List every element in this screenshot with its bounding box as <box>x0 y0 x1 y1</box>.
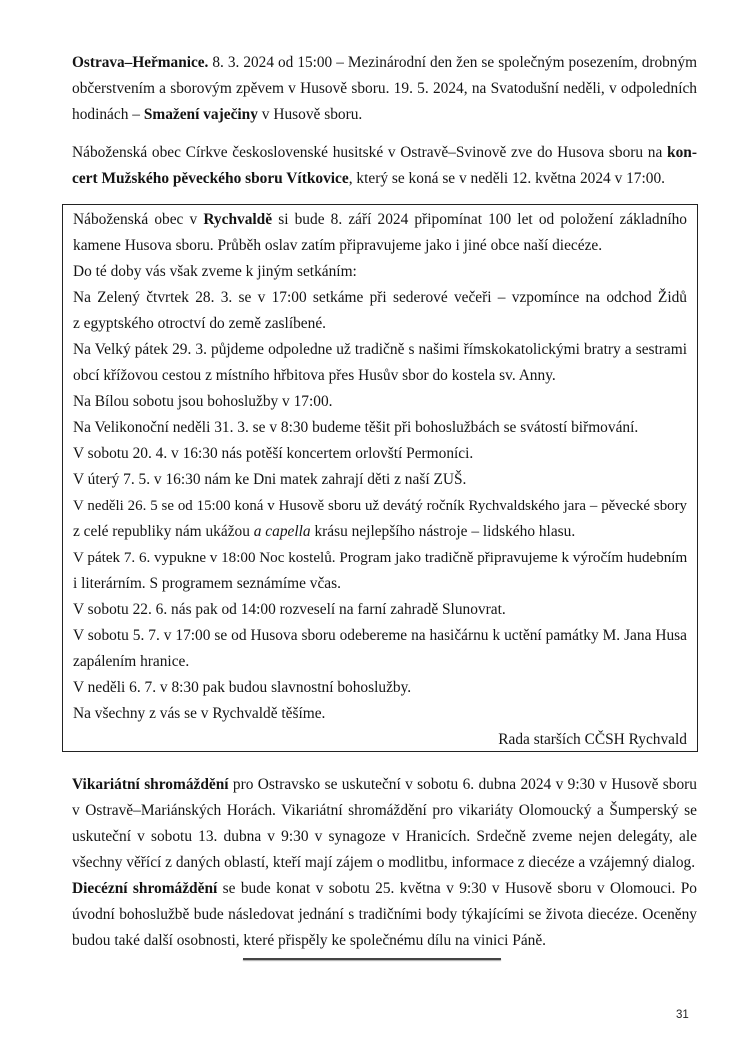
text-line: V sobotu 20. 4. v 16:30 nás potěší koncertem orlovští Permoníci. <box>73 445 474 462</box>
text-line: z celé republiky nám ukážou a capella krásu nejlepšího nástroje – lidského hlasu. <box>73 523 576 540</box>
rychvald-announcement-box <box>62 204 698 752</box>
text-line: i literárním. S programem seznámíme včas. <box>73 575 341 592</box>
text-line: obcí křížovou cestou z místního hřbitova přes Husův sbor do kostela sv. Anny. <box>73 367 556 384</box>
page-number: 31 <box>676 1009 689 1021</box>
text-line: Do té doby vás však zveme k jiným setkáním: <box>73 263 357 280</box>
text-line: Na všechny z vás se v Rychvaldě těšíme. <box>73 705 326 722</box>
text-line: Na Bílou sobotu jsou bohoslužby v 17:00. <box>73 393 333 410</box>
text-line: V neděli 6. 7. v 8:30 pak budou slavnostní bohoslužby. <box>73 679 412 696</box>
text-line: Na Velikonoční neděli 31. 3. se v 8:30 budeme těšit při bohoslužbách se svátostí biřmování. <box>73 419 639 436</box>
paragraph-vicariate-assembly <box>72 772 697 876</box>
text-line: kamene Husova sboru. Průběh oslav zatím připravujeme jako i jiné obce naší diecéze. <box>73 237 603 254</box>
divider-rule <box>243 958 501 960</box>
text-line: hodinách – Smažení vaječiny v Husově sboru. <box>72 106 363 123</box>
event-name: Diecézní shromáždění <box>72 880 218 897</box>
text-line: V úterý 7. 5. v 16:30 nám ke Dni matek zahrají děti z naší ZUŠ. <box>73 471 467 488</box>
paragraph-diocesan-assembly <box>72 876 697 954</box>
signature: Rada starších CČSH Rychvald <box>498 731 687 748</box>
text-line: zapálením hranice. <box>73 653 190 670</box>
event-name: cert Mužského pěveckého sboru Vítkovice <box>72 170 349 187</box>
event-name: Vikariátní shromáždění <box>72 776 229 793</box>
text-line: V sobotu 22. 6. nás pak od 14:00 rozveselí na farní zahradě Slunovrat. <box>73 601 506 618</box>
text-line: budou také další osobnosti, které přispěly ke společnému dílu na vinici Páně. <box>72 932 547 949</box>
text-line: všechny věřící z daných oblastí, kteří mají zájem o modlitbu, informace z diecéze a vzájemný dialog. <box>72 854 696 871</box>
event-name: Smažení vaječiny <box>143 106 258 123</box>
text-line: cert Mužského pěveckého sboru Vítkovice, který se koná se v neděli 12. května 2024 v 17:00. <box>72 170 666 187</box>
text-line: Diecézní shromáždění se bude konat v sobotu 25. května v 9:30 v Husově sboru v Olomouci. Po <box>72 880 697 897</box>
text-line: Na Velký pátek 29. 3. půjdeme odpoledne už tradičně s našimi římskokatolickými bratry a sestrami <box>73 341 687 358</box>
place-heading: Ostrava–Heřmanice. <box>72 54 209 71</box>
text-line: Na Zelený čtvrtek 28. 3. se v 17:00 setkáme při sederové večeři – vzpomínce na odchod Židů <box>73 289 687 306</box>
text-line: uskuteční v sobotu 13. dubna v 9:30 v synagoze v Hranicích. Srdečně zveme nejen delegáty, ale <box>72 828 697 845</box>
text-line: V neděli 26. 5 se od 15:00 koná v Husově sboru už devátý ročník Rychvaldského jara – pěvecké sbory <box>73 498 687 514</box>
text-line: V sobotu 5. 7. v 17:00 se od Husova sboru odebereme na hasičárnu k uctění památky M. Jana Husa <box>73 627 687 644</box>
text-line: v Ostravě–Mariánských Horách. Vikariátní shromáždění pro vikariáty Olomoucký a Šumperský se <box>72 802 697 819</box>
paragraph-ostrava-hermanice <box>72 50 697 128</box>
place-heading: Rychvaldě <box>203 211 273 228</box>
text-line: Ostrava–Heřmanice. 8. 3. 2024 od 15:00 – Mezinárodní den žen se společným posezením, drobným <box>72 54 697 71</box>
text-line: Náboženská obec v Rychvaldě si bude 8. září 2024 připomínat 100 let od položení základního <box>73 211 687 228</box>
text-line: občerstvením a sborovým zpěvem v Husově sboru. 19. 5. 2024, na Svatodušní neděli, v odpoledních <box>72 80 697 97</box>
text-line: z egyptského otroctví do země zaslíbené. <box>73 315 326 332</box>
text-line: úvodní bohoslužbě bude následovat jednání s tradičními body týkajícími se života diecéze. Oceněny <box>72 906 697 923</box>
text-line: Vikariátní shromáždění pro Ostravsko se uskuteční v sobotu 6. dubna 2024 v 9:30 v Husově sboru <box>72 776 697 793</box>
paragraph-svinov-concert <box>72 140 697 192</box>
text-line: V pátek 7. 6. vypukne v 18:00 Noc kostelů. Program jako tradičně připravujeme k výročím hudebním <box>73 550 688 566</box>
text-line: Náboženská obec Církve československé husitské v Ostravě–Svinově zve do Husova sboru na kon- <box>72 144 697 161</box>
